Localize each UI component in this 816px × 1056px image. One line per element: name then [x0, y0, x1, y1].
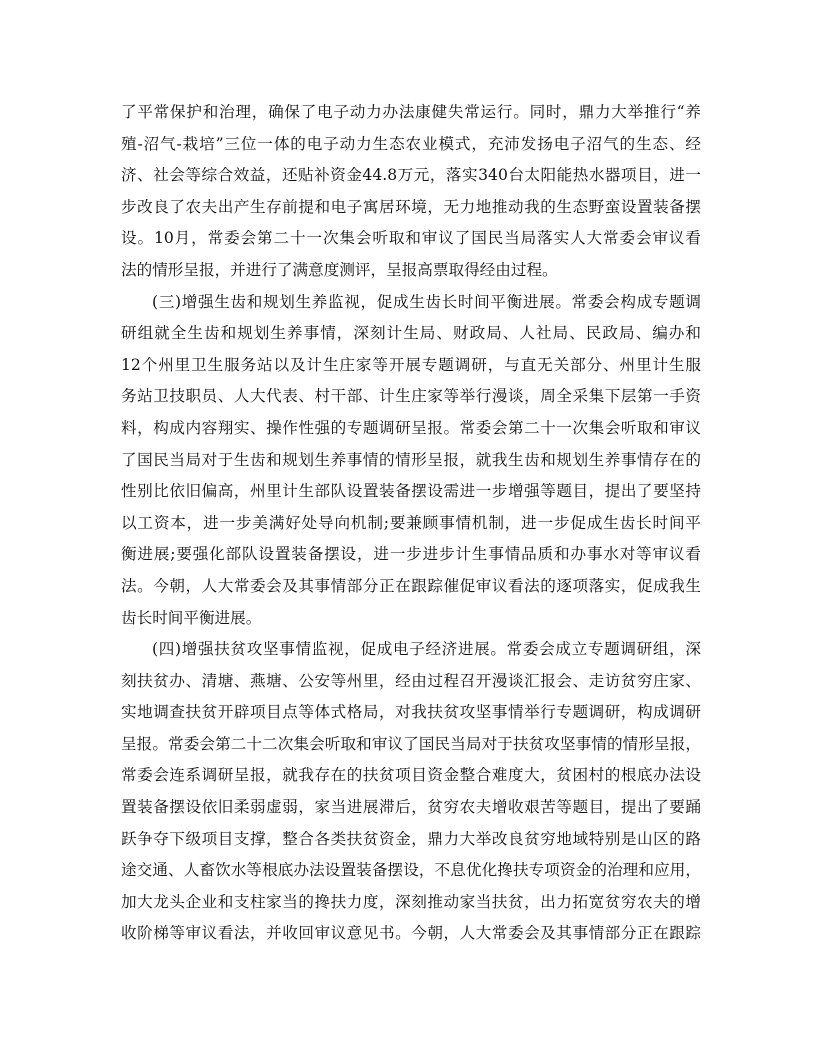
- paragraph-start-line: (三)增强生齿和规划生养监视，促成生齿长时间平衡进展。常委会构成专题调: [152, 292, 701, 311]
- text-line: 置装备摆设依旧柔弱虚弱，家当进展滞后，贫穷农夫增收艰苦等题目，提出了要踊: [121, 798, 701, 817]
- text-line: 齿长时间平衡进展。: [121, 608, 262, 627]
- paragraph-start-line: (四)增强扶贫攻坚事情监视，促成电子经济进展。常委会成立专题调研组，深: [152, 640, 701, 659]
- text-line: 济、社会等综合效益，还贴补资金44.8万元，落实340台太阳能热水器项目，进一: [121, 166, 701, 185]
- text-line: 法。今朝，人大常委会及其事情部分正在跟踪催促审议看法的逐项落实，促成我生: [121, 576, 701, 595]
- text-line: 殖-沼气-栽培”三位一体的电子动力生态农业模式，充沛发扬电子沼气的生态、经: [121, 134, 701, 153]
- text-line: 料，构成内容翔实、操作性强的专题调研呈报。常委会第二十一次集会听取和审议: [121, 418, 701, 437]
- text-line: 12个州里卫生服务站以及计生庄家等开展专题调研，与直无关部分、州里计生服: [121, 355, 701, 374]
- text-line: 跃争夺下级项目支撑，整合各类扶贫资金，鼎力大举改良贫穷地域特别是山区的路: [121, 829, 701, 848]
- text-line: 研组就全生齿和规划生养事情，深刻计生局、财政局、人社局、民政局、编办和: [121, 324, 701, 343]
- text-line: 衡进展;要强化部队设置装备摆设，进一步进步计生事情品质和办事水对等审议看: [121, 545, 701, 564]
- text-line: 途交通、人畜饮水等根底办法设置装备摆设，不息优化搀扶专项资金的治理和应用，: [121, 861, 701, 880]
- text-line: 呈报。常委会第二十二次集会听取和审议了国民当局对于扶贫攻坚事情的情形呈报，: [121, 734, 701, 753]
- text-line: 步改良了农夫出产生存前提和电子寓居环境，无力地推动我的生态野蛮设置装备摆: [121, 197, 701, 216]
- text-line: 以工资本，进一步美满好处导向机制;要兼顾事情机制，进一步促成生齿长时间平: [121, 513, 701, 532]
- text-line: 设。10月，常委会第二十一次集会听取和审议了国民当局落实人大常委会审议看: [121, 229, 701, 248]
- body-text: [121, 97, 701, 950]
- text-line: 务站卫技职员、人大代表、村干部、计生庄家等举行漫谈，周全采集下层第一手资: [121, 387, 701, 406]
- text-line: 常委会连系调研呈报，就我存在的扶贫项目资金整合难度大，贫困村的根底办法设: [121, 766, 701, 785]
- text-line: 刻扶贫办、清塘、燕塘、公安等州里，经由过程召开漫谈汇报会、走访贫穷庄家、: [121, 671, 701, 690]
- text-line: 加大龙头企业和支柱家当的搀扶力度，深刻推动家当扶贫，出力拓宽贫穷农夫的增: [121, 892, 701, 911]
- text-line: 性别比依旧偏高，州里计生部队设置装备摆设需进一步增强等题目，提出了要坚持: [121, 482, 701, 501]
- text-line: 收阶梯等审议看法，并收回审议意见书。今朝，人大常委会及其事情部分正在跟踪: [121, 924, 701, 943]
- text-line: 实地调查扶贫开辟项目点等体式格局，对我扶贫攻坚事情举行专题调研，构成调研: [121, 703, 701, 722]
- text-line: 了国民当局对于生齿和规划生养事情的情形呈报，就我生齿和规划生养事情存在的: [121, 450, 701, 469]
- text-line: 法的情形呈报，并进行了满意度测评，呈报高票取得经由过程。: [121, 260, 558, 279]
- text-line: 了平常保护和治理，确保了电子动力办法康健失常运行。同时，鼎力大举推行“养: [121, 103, 701, 121]
